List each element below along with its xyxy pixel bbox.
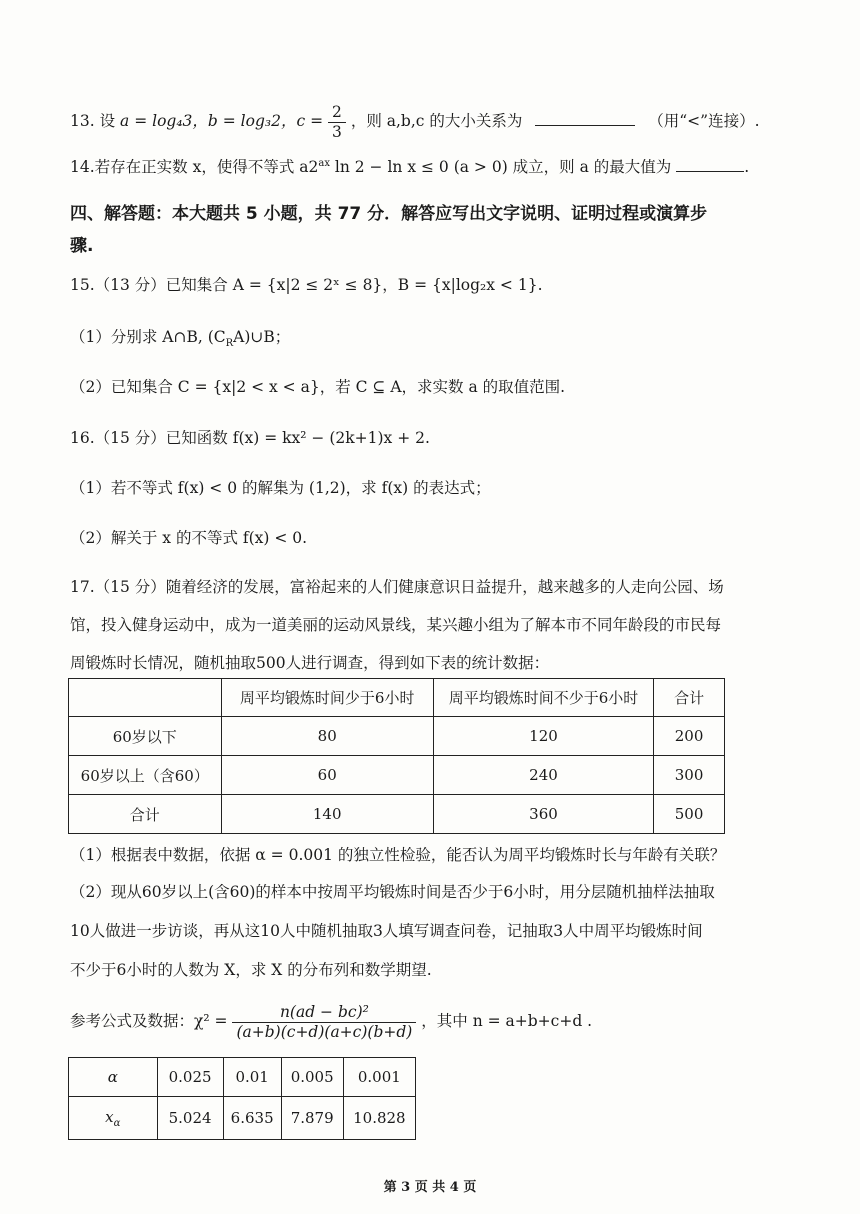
table-row: α 0.025 0.01 0.005 0.001 xyxy=(69,1058,416,1097)
q17-part-2-line-2: 10人做进一步访谈，再从这10人中随机抽取3人填写调查问卷，记抽取3人中周平均锻炼时间 xyxy=(70,922,703,940)
q15-part-2: （2）已知集合 C = {x|2 < x < a}，若 C ⊆ A，求实数 a 的取值范围. xyxy=(70,378,566,396)
table-row: 60岁以上（含60） 60 240 300 xyxy=(69,756,725,795)
question-16: 16.（15 分）已知函数 f(x) = kx² − (2k+1)x + 2. xyxy=(70,429,430,447)
chi-square-fraction: $\frac{\text{n(ad − bc)²}}{(a+b)(c+d)(a+c)(b+d)}$ xyxy=(232,1003,416,1041)
q17-part-2-line-3: 不少于6小时的人数为 X，求 X 的分布列和数学期望. xyxy=(70,961,432,979)
q13-fraction: $\frac{2}{3}$ xyxy=(328,103,346,141)
q13-answer-blank xyxy=(535,124,635,126)
table-header-row xyxy=(69,679,725,717)
q15-part-1: （1）分别求 A∩B, $(C_RA)\cup B$； xyxy=(70,328,291,350)
question-17-line-1: 17.（15 分）随着经济的发展，富裕起来的人们健康意识日益提升，越来越多的人走向公园、场 xyxy=(70,578,724,596)
q17-part-2-line-1: （2）现从60岁以上(含60)的样本中按周平均锻炼时间是否少于6小时，用分层随机抽样法抽取 xyxy=(70,883,715,901)
header-under-6h: 周平均锻炼时间少于6小时 xyxy=(221,679,433,717)
survey-table xyxy=(68,678,725,834)
section-heading: 四、解答题：本大题共 5 小题，共 77 分．解答应写出文字说明、证明过程或演算步 xyxy=(70,204,708,224)
question-17-line-3: 周锻炼时长情况，随机抽取500人进行调查，得到如下表的统计数据： xyxy=(70,654,550,672)
question-13: 13. 设 a = log₄3，b = log₃2，c = $\frac{2}{3}$ ，则 a,b,c 的大小关系为 （用“<”连接）. xyxy=(70,103,760,141)
critical-value-table xyxy=(68,1057,416,1140)
section-heading-cont: 骤. xyxy=(70,236,94,256)
q13-number: 13. xyxy=(70,112,95,131)
table-row: $x_\alpha$ 5.024 6.635 7.879 10.828 xyxy=(69,1097,416,1140)
q17-part-1: （1）根据表中数据，依据 α = 0.001 的独立性检验，能否认为周平均锻炼时长与年龄有关联？ xyxy=(70,846,726,864)
header-total: 合计 xyxy=(654,679,725,717)
reference-formula: 参考公式及数据：χ² = $\frac{\text{n(ad − bc)²}}{(a+b)(c+d)(a+c)(b+d)}$ ，其中 n = a+b+c+d . xyxy=(70,1003,593,1041)
question-17-line-2: 馆，投入健身运动中，成为一道美丽的运动风景线，某兴趣小组为了解本市不同年龄段的市民每 xyxy=(70,616,722,634)
question-14: 14.若存在正实数 x，使得不等式 $a2^{ax}$ ln 2 − ln x ≤ 0 (a > 0) 成立，则 a 的最大值为 . xyxy=(70,158,750,177)
table-row: 合计 140 360 500 xyxy=(69,795,725,834)
question-15: 15.（13 分）已知集合 A = {x|2 ≤ 2ˣ ≤ 8}，B = {x|log₂x < 1}. xyxy=(70,276,543,294)
q16-part-2: （2）解关于 x 的不等式 f(x) < 0. xyxy=(70,529,308,547)
q16-part-1: （1）若不等式 f(x) < 0 的解集为 (1,2)，求 f(x) 的表达式； xyxy=(70,479,491,497)
table-row: 60岁以下 80 120 200 xyxy=(69,717,725,756)
q13-expression: a = log₄3，b = log₃2，c = xyxy=(120,112,324,131)
page-footer: 第 3 页 共 4 页 xyxy=(383,1180,477,1195)
q14-answer-blank xyxy=(676,170,744,172)
header-over-6h: 周平均锻炼时间不少于6小时 xyxy=(433,679,653,717)
